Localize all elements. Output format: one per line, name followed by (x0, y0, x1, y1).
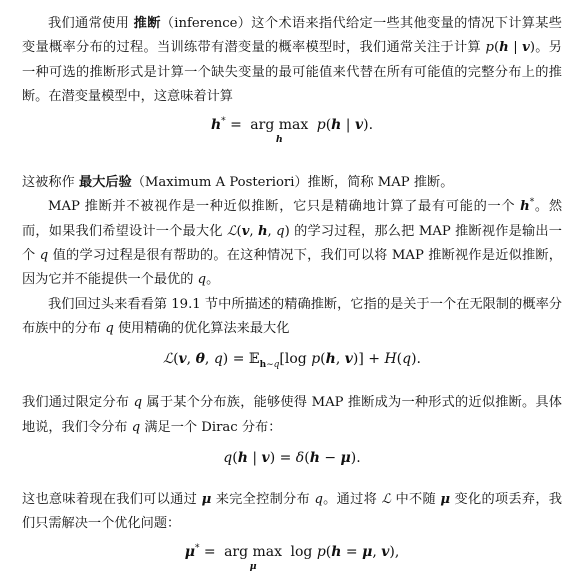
paragraph-2 (22, 171, 562, 195)
math-var: p (485, 40, 494, 56)
math-sym: | (508, 40, 523, 56)
math-var-bold: h (325, 351, 336, 368)
math-sym: log (286, 544, 317, 561)
math-var: q (314, 491, 323, 507)
text: 我们通常使用 (48, 16, 134, 31)
math-var: q (131, 419, 141, 435)
math-sub: h (275, 134, 283, 146)
math-sub: μ (249, 561, 257, 573)
math-sym: ( (173, 351, 179, 368)
math-sym: , (267, 223, 277, 239)
text: 。然而，如果我们希望设计一个最大化 (22, 199, 563, 239)
math-sup: * (194, 543, 200, 554)
text: 我们回过头来看看第 19.1 节中所描述的精确推断，它指的是关于一个在无限制的概率分布族中的分布 (22, 296, 562, 336)
text: 这被称作 (22, 175, 79, 191)
math-sym: )] + (352, 351, 385, 368)
math-var: ℒ (227, 223, 237, 239)
equation-3 (22, 440, 562, 488)
math-var-bold: μ (340, 449, 351, 466)
equation-2 (22, 341, 562, 391)
bold-term-inference: 推断 (133, 16, 161, 31)
math-sym: , (204, 351, 214, 368)
equation-1 (22, 109, 562, 171)
math-sym: ( (236, 223, 242, 239)
math-sym: , (372, 544, 382, 561)
math-sym: ). (411, 351, 422, 368)
math-var-bold: v (381, 544, 390, 561)
math-var-bold: h (499, 40, 509, 56)
text: 中不随 (391, 491, 441, 507)
text: 。通过将 (322, 491, 382, 507)
text: 属于某个分布族，能够使得 MAP 推断成为一种形式的近似推断。具体地说，我们令分布 (22, 395, 562, 435)
math-var-bold: h (331, 544, 342, 561)
math-var-bold: v (522, 40, 530, 56)
math-var-bold: μ (184, 544, 195, 561)
argmax-operator (224, 544, 283, 573)
text: （inference）这个术语来指代给定一些其他变量的情况下计算某些变量概率分布的过程。当训练带有潜变量的概率模型时，我们通常关注于计算 (22, 16, 562, 56)
math-sym: , (249, 223, 258, 239)
math-sym: − (319, 449, 341, 466)
text: 来完全控制分布 (211, 491, 315, 507)
text: ) 的学习过程，那么把 MAP 推断视作是输出一个 (22, 223, 562, 264)
math-sym: ), (389, 544, 400, 561)
math-sym: , (186, 351, 196, 368)
math-var-bold: v (354, 117, 364, 134)
math-sym: ( (325, 117, 332, 134)
paragraph-6 (22, 488, 562, 537)
math-sym: ) = (222, 351, 249, 368)
paragraph-4 (22, 293, 562, 342)
argmax-operator (250, 117, 309, 146)
math-var-bold: h (331, 117, 342, 134)
math-var: ℒ (381, 491, 392, 507)
math-var-bold: v (261, 449, 270, 466)
math-var: p (311, 351, 321, 368)
math-var: ℒ (162, 351, 174, 368)
text: 使用精确的优化算法来最大化 (113, 320, 290, 336)
math-var-bold: v (178, 351, 187, 368)
math-op: 𝔼 (248, 351, 260, 368)
math-var: p (316, 544, 326, 561)
math-var: q (105, 320, 114, 336)
math-var: q (133, 395, 143, 411)
text: （Maximum A Posteriori）推断，简称 MAP 推断。 (131, 175, 454, 191)
math-sym: = (225, 117, 247, 134)
math-var: δ (295, 449, 305, 466)
math-sym: = (199, 544, 221, 561)
math-var-bold: h (309, 449, 320, 466)
paragraph-3 (22, 195, 562, 292)
paragraph-5 (22, 391, 562, 440)
math-sup: * (221, 116, 226, 127)
math-var-bold: μ (362, 544, 373, 561)
bold-term-map: 最大后验 (78, 175, 132, 191)
text: 。 (206, 272, 220, 288)
math-var-bold: θ (195, 351, 205, 368)
paragraph-1 (22, 12, 562, 109)
math-var-bold: v (344, 351, 353, 368)
math-sup: * (529, 198, 535, 209)
math-var: p (316, 117, 326, 134)
math-var: q (213, 351, 223, 368)
math-var: H (384, 351, 397, 368)
text: )。另一种可选的推断形式是计算一个缺失变量的最可能值来代替在所有可能值的完整分布上的推断。在潜变量模型中，这意味着计算 (22, 40, 562, 104)
math-sym: [log (279, 351, 312, 368)
math-sym: ( (320, 351, 326, 368)
math-var-bold: h (257, 223, 268, 239)
math-sym: ( (493, 40, 500, 56)
math-sym: ( (232, 449, 238, 466)
math-sym: ). (350, 449, 361, 466)
text-body (22, 12, 562, 588)
math-sub: h (259, 360, 267, 371)
equation-4 (22, 536, 562, 588)
text: 我们通过限定分布 (22, 395, 134, 411)
text: 变化的项丢弃，我们只需解决一个优化问题： (22, 491, 562, 532)
math-var-bold: h (237, 449, 248, 466)
math-sym: ). (363, 117, 374, 134)
math-sym: , (335, 351, 345, 368)
math-sym: ( (396, 351, 403, 368)
math-var-bold: h (210, 117, 222, 134)
math-var: q (276, 223, 285, 239)
math-var: q (39, 248, 49, 264)
math-sym: ( (304, 449, 310, 466)
math-sym: | (341, 117, 355, 134)
math-var-bold: μ (201, 491, 212, 507)
math-sub: ∼q (266, 360, 280, 371)
text: 值的学习过程是很有帮助的。在这种情况下，我们可以将 MAP 推断视作是近似推断，因为它并不能提供一个最优的 (22, 248, 562, 288)
math-sym: ) = (269, 449, 296, 466)
math-var: q (223, 449, 233, 466)
math-op: arg max (224, 544, 283, 561)
text: MAP 推断并不被视作是一种近似推断，它只是精确地计算了最有可能的一个 (48, 199, 521, 215)
math-var-bold: h (520, 199, 530, 215)
math-var-bold: v (241, 223, 250, 239)
math-var-bold: μ (440, 491, 451, 507)
math-var: q (197, 272, 207, 288)
text: 满足一个 Dirac 分布： (140, 419, 282, 435)
math-sym: = (341, 544, 363, 561)
math-sym: ( (325, 544, 332, 561)
text: 这也意味着现在我们可以通过 (22, 491, 202, 507)
math-sym: | (247, 449, 262, 466)
math-op: arg max (250, 117, 309, 134)
math-var: q (402, 351, 412, 368)
